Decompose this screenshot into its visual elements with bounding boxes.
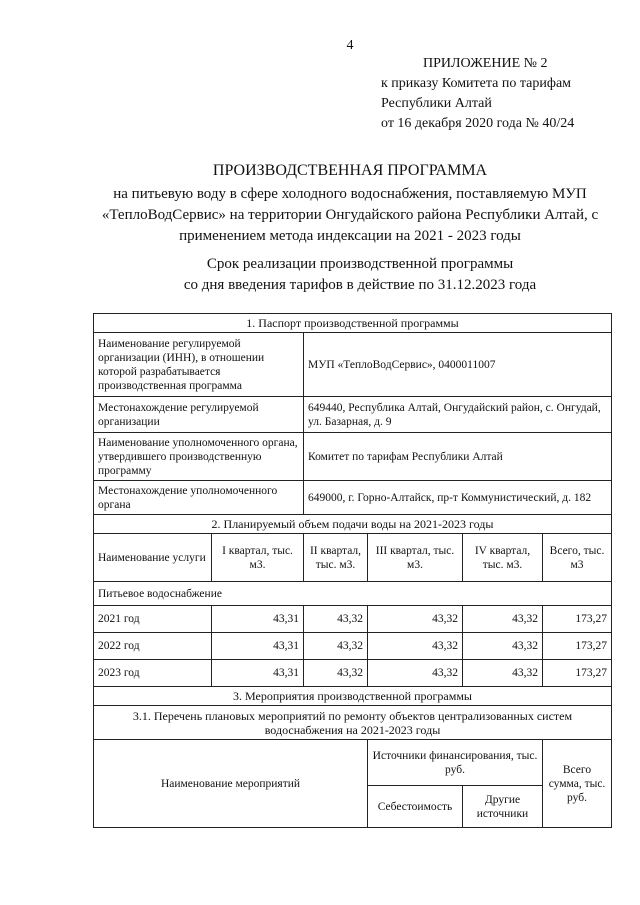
column-header: Всего, тыс. м3 bbox=[543, 534, 612, 582]
other-sources-header: Другие источники bbox=[463, 786, 543, 828]
value-cell: 43,31 bbox=[212, 633, 304, 660]
value-cell: 43,31 bbox=[212, 606, 304, 633]
passport-value: Комитет по тарифам Республики Алтай bbox=[304, 433, 612, 481]
table-row bbox=[94, 633, 612, 660]
appendix-title: ПРИЛОЖЕНИЕ № 2 bbox=[423, 56, 548, 71]
subtitle-line-3: применением метода индексации на 2021 - 2023 годы bbox=[179, 228, 521, 244]
program-table bbox=[93, 313, 612, 828]
value-cell: 43,32 bbox=[368, 660, 463, 687]
passport-label: Местонахождение регулируемой организации bbox=[94, 397, 304, 433]
value-cell: 43,32 bbox=[463, 660, 543, 687]
value-cell: 43,32 bbox=[368, 633, 463, 660]
service-row: Питьевое водоснабжение bbox=[94, 582, 612, 606]
passport-label: Наименование уполномоченного органа, утвердившего производственную программу bbox=[94, 433, 304, 481]
funding-sources-header: Источники финансирования, тыс. руб. bbox=[368, 740, 543, 786]
term-block bbox=[60, 254, 640, 296]
total-cell: 173,27 bbox=[543, 606, 612, 633]
column-header: III квартал, тыс. м3. bbox=[368, 534, 463, 582]
appendix-line-4: от 16 декабря 2020 года № 40/24 bbox=[381, 116, 575, 131]
value-cell: 43,32 bbox=[463, 633, 543, 660]
total-sum-header: Всего сумма, тыс. руб. bbox=[543, 740, 612, 828]
table-row bbox=[94, 606, 612, 633]
year-cell: 2023 год bbox=[94, 660, 212, 687]
value-cell: 43,32 bbox=[304, 633, 368, 660]
year-cell: 2022 год bbox=[94, 633, 212, 660]
passport-label: Наименование регулируемой организации (ИНН), в отношении которой разрабатывается производственная программа bbox=[94, 333, 304, 397]
table-row bbox=[94, 660, 612, 687]
column-header: Наименование услуги bbox=[94, 534, 212, 582]
value-cell: 43,31 bbox=[212, 660, 304, 687]
value-cell: 43,32 bbox=[304, 660, 368, 687]
passport-label: Местонахождение уполномоченного органа bbox=[94, 481, 304, 515]
value-cell: 43,32 bbox=[368, 606, 463, 633]
passport-value: 649000, г. Горно-Алтайск, пр-т Коммунистический, д. 182 bbox=[304, 481, 612, 515]
subtitle-line-1: на питьевую воду в сфере холодного водоснабжения, поставляемую МУП bbox=[113, 186, 587, 202]
term-line-2: со дня введения тарифов в действие по 31.12.2023 года bbox=[183, 277, 537, 293]
section-1-header: 1. Паспорт производственной программы bbox=[94, 314, 612, 333]
section-3-header: 3. Мероприятия производственной программы bbox=[94, 687, 612, 706]
total-cell: 173,27 bbox=[543, 660, 612, 687]
total-cell: 173,27 bbox=[543, 633, 612, 660]
title-block bbox=[60, 160, 640, 247]
document-title: ПРОИЗВОДСТВЕННАЯ ПРОГРАММА bbox=[212, 162, 488, 179]
year-cell: 2021 год bbox=[94, 606, 212, 633]
section-2-header: 2. Планируемый объем подачи воды на 2021-2023 годы bbox=[94, 515, 612, 534]
cost-price-header: Себестоимость bbox=[368, 786, 463, 828]
appendix-line-3: Республики Алтай bbox=[381, 96, 492, 111]
value-cell: 43,32 bbox=[304, 606, 368, 633]
term-line-1: Срок реализации производственной программы bbox=[206, 256, 514, 272]
appendix-block bbox=[381, 54, 574, 134]
measures-name-header: Наименование мероприятий bbox=[94, 740, 368, 828]
passport-value: 649440, Республика Алтай, Онгудайский район, с. Онгудай, ул. Базарная, д. 9 bbox=[304, 397, 612, 433]
page-number: 4 bbox=[346, 38, 354, 53]
column-header: II квартал, тыс. м3. bbox=[304, 534, 368, 582]
subtitle-line-2: «ТеплоВодСервис» на территории Онгудайского района Республики Алтай, с bbox=[101, 207, 599, 223]
section-3-1-header: 3.1. Перечень плановых мероприятий по ремонту объектов централизованных систем водоснабжения на 2021-2023 годы bbox=[94, 706, 612, 740]
column-header: I квартал, тыс. м3. bbox=[212, 534, 304, 582]
appendix-line-2: к приказу Комитета по тарифам bbox=[381, 76, 572, 91]
value-cell: 43,32 bbox=[463, 606, 543, 633]
passport-value: МУП «ТеплоВодСервис», 0400011007 bbox=[304, 333, 612, 397]
column-header: IV квартал, тыс. м3. bbox=[463, 534, 543, 582]
